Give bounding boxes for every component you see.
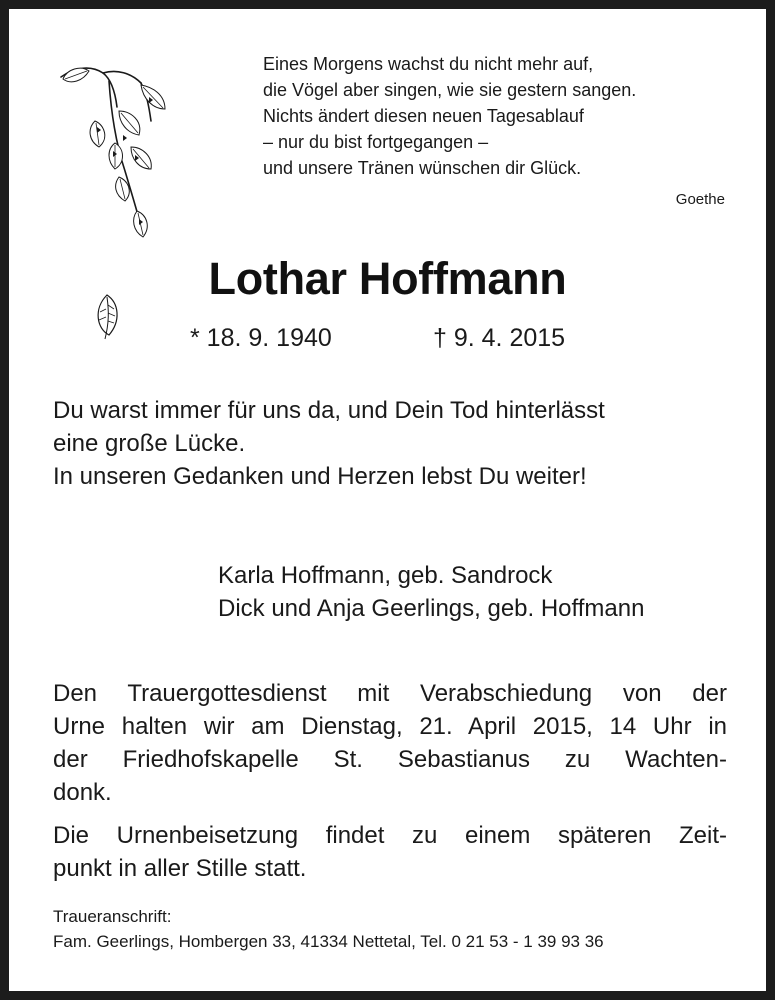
service-line: Urne halten wir am Dienstag, 21. April 2015, 14 Uhr in (53, 713, 727, 740)
mourners-list (218, 559, 644, 625)
service-line: der Friedhofskapelle St. Sebastianus zu Wachten- (53, 746, 727, 773)
sentiment-line: Du warst immer für uns da, und Dein Tod hinterlässt (53, 397, 605, 424)
deceased-name: Lothar Hoffmann (208, 253, 567, 304)
mourning-address (53, 904, 604, 954)
service-announcement (53, 677, 727, 809)
birch-branch-icon (53, 51, 183, 246)
poem-line: – nur du bist fortgegangen – (263, 132, 489, 152)
mourner-name: Karla Hoffmann, geb. Sandrock (218, 562, 553, 589)
poem-line: Nichts ändert diesen neuen Tagesablauf (263, 106, 584, 126)
burial-line: Die Urnenbeisetzung findet zu einem späteren Zeit- (53, 822, 727, 849)
mourner-name: Dick und Anja Geerlings, geb. Hoffmann (218, 595, 645, 622)
poem-line: Eines Morgens wachst du nicht mehr auf, (263, 54, 594, 74)
burial-announcement (53, 819, 727, 885)
sentiment-line: eine große Lücke. (53, 430, 246, 457)
service-line: Den Trauergottesdienst mit Verabschiedung von der (53, 680, 727, 707)
poem-line: und unsere Tränen wünschen dir Glück. (263, 158, 582, 178)
service-line: donk. (53, 779, 112, 806)
sentiment-line: In unseren Gedanken und Herzen lebst Du weiter! (53, 463, 587, 490)
burial-line: punkt in aller Stille statt. (53, 855, 307, 882)
address-label: Traueranschrift: (53, 907, 172, 926)
birth-date: * 18. 9. 1940 (190, 324, 332, 352)
poem-line: die Vögel aber singen, wie sie gestern sangen. (263, 80, 637, 100)
address-text: Fam. Geerlings, Hombergen 33, 41334 Nettetal, Tel. 0 21 53 - 1 39 93 36 (53, 932, 604, 951)
poem-author: Goethe (675, 191, 725, 208)
poem-quote (263, 51, 636, 181)
sentiment-text (53, 394, 605, 493)
death-date: † 9. 4. 2015 (433, 324, 566, 352)
